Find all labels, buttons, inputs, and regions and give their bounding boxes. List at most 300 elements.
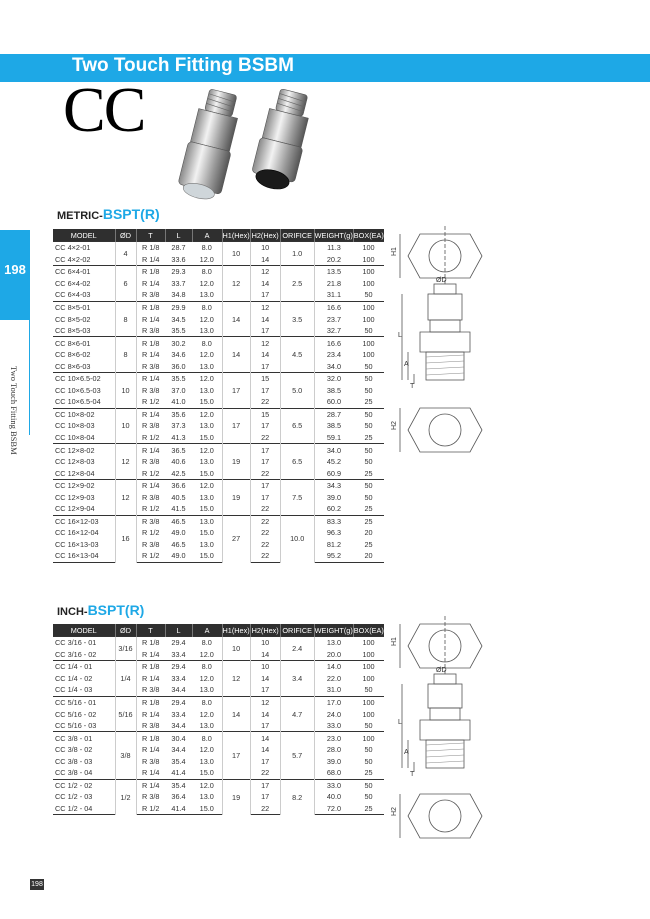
- table-cell: 17: [261, 457, 270, 467]
- table-cell: 12.0: [199, 350, 214, 360]
- table-cell: 35.4: [171, 756, 186, 766]
- table-cell: 12.0: [192, 373, 222, 385]
- table-row: [53, 313, 384, 325]
- table-cell: 28.7: [314, 408, 353, 420]
- table-cell: 5/16: [115, 696, 136, 732]
- table-cell: 27: [222, 515, 250, 562]
- table-cell: 17: [222, 732, 250, 779]
- table-cell: CC 5/16 - 01: [53, 696, 115, 708]
- table-cell: 7.5: [280, 479, 314, 515]
- table-cell: 39.0: [326, 492, 342, 502]
- table-cell: 10: [115, 408, 136, 444]
- table-cell: 8: [115, 301, 136, 337]
- table-cell: 10: [250, 661, 280, 673]
- table-cell: 13.0: [199, 685, 214, 695]
- table-cell: CC 1/2 - 04: [53, 803, 115, 815]
- table-row: [53, 684, 384, 696]
- table-cell: 22.0: [326, 673, 342, 683]
- table-cell: 22: [261, 433, 270, 443]
- table-cell: 33.4: [171, 649, 186, 659]
- table-cell: 41.3: [171, 433, 186, 443]
- inch-prefix: INCH-: [57, 606, 88, 618]
- drawing-label-l: L: [398, 332, 402, 339]
- table-cell: 34.6: [171, 350, 186, 360]
- table-cell: 25: [364, 397, 373, 407]
- table-row: [53, 649, 384, 661]
- table-cell: 33.4: [171, 673, 186, 683]
- table-cell: 100: [362, 278, 375, 288]
- table-cell: 100: [362, 673, 375, 683]
- table-cell: 22: [261, 397, 270, 407]
- table-cell: 72.0: [314, 803, 353, 815]
- table-cell: R 1/8: [136, 661, 165, 673]
- table-cell: 50: [353, 479, 384, 491]
- table-cell: 22: [261, 768, 270, 778]
- table-cell: R 3/8: [136, 515, 165, 527]
- table-cell: R 3/8: [142, 539, 160, 549]
- table-cell: 100: [362, 254, 375, 264]
- table-cell: 14: [261, 350, 270, 360]
- table-cell: CC 6×4-03: [55, 290, 91, 300]
- metric-heading: [57, 206, 160, 222]
- table-cell: CC 8×5-01: [53, 301, 115, 313]
- table-cell: R 1/4: [142, 673, 160, 683]
- table-cell: 3/16: [115, 637, 136, 661]
- table-row: [53, 767, 384, 779]
- table-cell: 14: [261, 673, 270, 683]
- table-cell: 50: [353, 779, 384, 791]
- table-cell: CC 3/16 - 01: [53, 637, 115, 649]
- table-cell: 15.0: [192, 550, 222, 562]
- table-cell: 25: [364, 539, 373, 549]
- table-cell: 13.0: [199, 756, 214, 766]
- table-cell: 16: [115, 515, 136, 562]
- table-cell: CC 10×6.5-04: [55, 397, 101, 407]
- table-cell: 40.6: [171, 457, 186, 467]
- table-row: [53, 539, 384, 551]
- table-cell: 25: [364, 768, 373, 778]
- table-cell: 20.2: [326, 254, 342, 264]
- table-cell: 50: [364, 290, 373, 300]
- table-cell: 12.0: [192, 408, 222, 420]
- table-cell: 46.5: [171, 539, 186, 549]
- table-cell: R 3/8: [142, 685, 160, 695]
- table-row: [53, 673, 384, 685]
- column-header: H1(Hex): [222, 230, 250, 240]
- table-cell: CC 3/16 - 02: [55, 649, 97, 659]
- table-cell: 49.0: [171, 528, 186, 538]
- table-cell: 41.0: [171, 397, 186, 407]
- table-cell: 42.5: [171, 468, 186, 478]
- table-cell: 10: [222, 637, 250, 661]
- table-cell: 17: [261, 421, 270, 431]
- table-row: [53, 491, 384, 503]
- table-row: [53, 696, 384, 708]
- table-cell: CC 16×12-04: [55, 528, 99, 538]
- table-cell: 50: [364, 421, 373, 431]
- table-cell: 1/2: [115, 779, 136, 815]
- table-cell: CC 8×5-03: [55, 326, 91, 336]
- table-cell: 17.0: [314, 696, 353, 708]
- table-cell: 50: [364, 457, 373, 467]
- table-cell: 50: [364, 685, 373, 695]
- metric-spec-table: [53, 229, 384, 563]
- table-row: [53, 325, 384, 337]
- table-cell: R 3/8: [142, 457, 160, 467]
- table-cell: R 1/2: [136, 550, 165, 562]
- table-row: [53, 420, 384, 432]
- column-header: BOX(EA): [353, 625, 384, 635]
- drawing-label-od: ØD: [436, 667, 447, 674]
- table-cell: 33.6: [171, 254, 186, 264]
- table-cell: CC 10×6.5-02: [53, 373, 115, 385]
- table-cell: 40.0: [326, 792, 342, 802]
- table-cell: 34.4: [171, 685, 186, 695]
- table-row: [53, 266, 384, 278]
- table-cell: 50: [364, 361, 373, 371]
- table-cell: 100: [353, 266, 384, 278]
- table-cell: R 1/4: [136, 444, 165, 456]
- table-cell: 10: [250, 242, 280, 254]
- table-cell: 33.0: [326, 721, 342, 731]
- table-cell: 100: [353, 337, 384, 349]
- column-header: A: [192, 624, 222, 637]
- table-cell: 21.8: [326, 278, 342, 288]
- table-cell: R 1/2: [142, 433, 160, 443]
- table-cell: 12: [250, 337, 280, 349]
- table-cell: 34.0: [326, 361, 342, 371]
- table-cell: 8.0: [192, 637, 222, 649]
- table-cell: CC 8×6-01: [53, 337, 115, 349]
- table-cell: 13.0: [199, 721, 214, 731]
- table-cell: 12.0: [199, 709, 214, 719]
- table-row: [53, 708, 384, 720]
- column-header: WEIGHT(g): [314, 230, 353, 240]
- table-cell: R 1/2: [142, 468, 160, 478]
- column-header: H2(Hex): [251, 230, 279, 240]
- table-cell: 34.4: [171, 721, 186, 731]
- table-cell: 11.3: [314, 242, 353, 254]
- table-cell: 6: [115, 266, 136, 302]
- table-cell: CC 16×13-04: [53, 550, 115, 562]
- table-cell: 19: [222, 444, 250, 480]
- table-cell: 13.0: [314, 637, 353, 649]
- table-cell: 100: [362, 350, 375, 360]
- table-row: [53, 337, 384, 349]
- table-cell: R 1/8: [136, 637, 165, 649]
- table-cell: 30.4: [165, 732, 192, 744]
- table-row: [53, 301, 384, 313]
- table-cell: CC 3/8 - 01: [53, 732, 115, 744]
- table-cell: 8.0: [192, 696, 222, 708]
- table-cell: R 3/8: [142, 721, 160, 731]
- column-header: L: [165, 229, 192, 242]
- table-cell: 30.2: [165, 337, 192, 349]
- table-cell: 17: [261, 326, 270, 336]
- table-row: [53, 373, 384, 385]
- table-cell: 37.3: [171, 421, 186, 431]
- table-cell: CC 1/2 - 02: [53, 779, 115, 791]
- table-cell: 68.0: [326, 768, 342, 778]
- table-cell: 6.5: [280, 444, 314, 480]
- table-cell: 8.0: [192, 301, 222, 313]
- table-row: [53, 289, 384, 301]
- table-row: [53, 779, 384, 791]
- table-cell: 34.0: [314, 444, 353, 456]
- table-cell: 17: [261, 685, 270, 695]
- table-cell: 17: [261, 290, 270, 300]
- table-cell: R 1/4: [142, 278, 160, 288]
- table-cell: R 1/8: [136, 242, 165, 254]
- table-cell: 29.4: [165, 637, 192, 649]
- table-cell: 60.9: [326, 468, 342, 478]
- table-cell: 15: [250, 373, 280, 385]
- table-cell: 12.0: [199, 254, 214, 264]
- table-cell: CC 8×5-02: [55, 314, 91, 324]
- table-cell: 1.0: [280, 242, 314, 266]
- table-row: [53, 467, 384, 479]
- table-cell: 10: [115, 373, 136, 409]
- table-cell: R 1/4: [142, 350, 160, 360]
- table-cell: 14: [222, 337, 250, 373]
- side-title: Two Touch Fitting BSBM: [9, 366, 19, 455]
- table-cell: R 3/8: [142, 361, 160, 371]
- table-cell: CC 12×8-04: [55, 468, 95, 478]
- table-cell: 16.6: [314, 337, 353, 349]
- table-cell: 17: [222, 408, 250, 444]
- table-cell: 5.7: [280, 732, 314, 779]
- table-cell: 24.0: [326, 709, 342, 719]
- table-cell: 12.0: [192, 444, 222, 456]
- table-cell: 36.5: [165, 444, 192, 456]
- table-cell: CC 12×9-02: [53, 479, 115, 491]
- table-cell: 36.0: [171, 361, 186, 371]
- page-title: Two Touch Fitting BSBM: [72, 55, 294, 76]
- table-cell: 60.0: [326, 397, 342, 407]
- table-cell: 25: [364, 504, 373, 514]
- table-cell: R 3/8: [142, 326, 160, 336]
- table-row: [53, 515, 384, 527]
- table-cell: 14: [261, 278, 270, 288]
- table-cell: 14: [261, 649, 270, 659]
- table-cell: 100: [353, 661, 384, 673]
- column-header: ØD: [115, 624, 136, 637]
- drawing-label-h1: H1: [391, 247, 398, 256]
- table-row: [53, 278, 384, 290]
- metric-standard: BSPT(R): [102, 206, 160, 222]
- table-row: [53, 527, 384, 539]
- table-cell: 35.4: [165, 779, 192, 791]
- table-cell: 13.0: [199, 539, 214, 549]
- table-cell: R 1/4: [136, 408, 165, 420]
- table-cell: 17: [261, 492, 270, 502]
- table-cell: 15.0: [199, 504, 214, 514]
- table-cell: 15.0: [199, 468, 214, 478]
- table-cell: 12.0: [192, 779, 222, 791]
- table-cell: CC 1/4 - 03: [55, 685, 93, 695]
- drawing-label-h2: H2: [391, 421, 398, 430]
- table-cell: 3/8: [115, 732, 136, 779]
- side-divider: [29, 320, 30, 435]
- table-cell: 8.2: [280, 779, 314, 815]
- table-cell: 16.6: [314, 301, 353, 313]
- table-cell: 39.0: [326, 756, 342, 766]
- metric-header-row: [53, 229, 384, 242]
- table-cell: 17: [250, 479, 280, 491]
- table-cell: 12.0: [199, 278, 214, 288]
- table-cell: R 1/4: [136, 779, 165, 791]
- table-cell: 25: [353, 803, 384, 815]
- product-code: CC: [63, 74, 145, 145]
- table-cell: 100: [362, 649, 375, 659]
- table-row: [53, 360, 384, 372]
- table-cell: CC 3/8 - 02: [55, 745, 93, 755]
- table-cell: 8.0: [192, 266, 222, 278]
- table-cell: 32.0: [314, 373, 353, 385]
- drawing-label-t: T: [410, 383, 415, 390]
- table-cell: 36.4: [171, 792, 186, 802]
- table-cell: 23.0: [314, 732, 353, 744]
- table-cell: 38.5: [326, 385, 342, 395]
- table-cell: R 1/4: [142, 768, 160, 778]
- table-cell: 40.5: [171, 492, 186, 502]
- table-cell: R 1/2: [142, 504, 160, 514]
- table-cell: 6.5: [280, 408, 314, 444]
- drawing-label-a: A: [404, 749, 409, 756]
- table-cell: 13.0: [192, 515, 222, 527]
- table-cell: 37.0: [171, 385, 186, 395]
- table-row: [53, 803, 384, 815]
- column-header: T: [136, 624, 165, 637]
- column-header: BOX(EA): [353, 230, 384, 240]
- table-cell: 29.4: [165, 661, 192, 673]
- table-cell: 19: [222, 479, 250, 515]
- table-row: [53, 349, 384, 361]
- metric-technical-drawing: [390, 222, 500, 472]
- table-cell: 10: [222, 242, 250, 266]
- table-cell: 12: [115, 444, 136, 480]
- table-cell: 100: [362, 314, 375, 324]
- table-cell: 12.0: [192, 479, 222, 491]
- table-cell: R 1/4: [136, 479, 165, 491]
- table-cell: 60.2: [326, 504, 342, 514]
- table-cell: 41.4: [165, 803, 192, 815]
- inch-heading: [57, 602, 144, 618]
- table-cell: 22: [261, 504, 270, 514]
- table-row: [53, 550, 384, 562]
- table-cell: 17: [250, 779, 280, 791]
- table-cell: 49.0: [165, 550, 192, 562]
- inch-spec-table: [53, 624, 384, 815]
- column-header: H1(Hex): [222, 625, 250, 635]
- drawing-label-t: T: [410, 771, 415, 778]
- table-cell: 100: [353, 637, 384, 649]
- table-cell: CC 10×8-04: [55, 433, 95, 443]
- table-row: [53, 432, 384, 444]
- table-cell: CC 1/4 - 02: [55, 673, 93, 683]
- table-cell: 19: [222, 779, 250, 815]
- inch-standard: BSPT(R): [87, 602, 145, 618]
- table-cell: 17: [261, 385, 270, 395]
- table-cell: 59.1: [326, 433, 342, 443]
- table-cell: 2.4: [280, 637, 314, 661]
- table-cell: 34.4: [171, 745, 186, 755]
- table-cell: 50: [364, 326, 373, 336]
- table-cell: 100: [353, 732, 384, 744]
- table-cell: 50: [364, 792, 373, 802]
- table-cell: 13.0: [199, 290, 214, 300]
- table-cell: CC 16×12-03: [53, 515, 115, 527]
- table-cell: CC 10×8-03: [55, 421, 95, 431]
- table-cell: 25: [364, 468, 373, 478]
- table-cell: CC 5/16 - 02: [55, 709, 97, 719]
- table-row: [53, 744, 384, 756]
- table-cell: 50: [364, 385, 373, 395]
- table-row: [53, 396, 384, 408]
- table-cell: 12: [250, 266, 280, 278]
- table-cell: 14.0: [314, 661, 353, 673]
- table-cell: 1/4: [115, 661, 136, 697]
- table-cell: 14: [261, 254, 270, 264]
- table-cell: 8.0: [192, 242, 222, 254]
- table-row: [53, 444, 384, 456]
- column-header: A: [192, 229, 222, 242]
- table-cell: 81.2: [326, 539, 342, 549]
- table-cell: CC 12×9-04: [55, 504, 95, 514]
- table-cell: 14: [222, 301, 250, 337]
- table-cell: 45.2: [326, 457, 342, 467]
- table-cell: 22: [261, 539, 270, 549]
- table-cell: 12.0: [199, 673, 214, 683]
- table-cell: 29.9: [165, 301, 192, 313]
- table-cell: 95.2: [314, 550, 353, 562]
- table-cell: 14: [261, 314, 270, 324]
- table-cell: R 1/4: [142, 709, 160, 719]
- table-row: [53, 661, 384, 673]
- metric-prefix: METRIC-: [57, 210, 103, 222]
- table-cell: 100: [353, 696, 384, 708]
- table-cell: CC 3/8 - 04: [55, 768, 93, 778]
- column-header: ØD: [115, 229, 136, 242]
- drawing-label-h1: H1: [391, 637, 398, 646]
- table-cell: CC 6×4-01: [53, 266, 115, 278]
- table-cell: 28.7: [165, 242, 192, 254]
- table-cell: 3.5: [280, 301, 314, 337]
- table-cell: 12: [250, 696, 280, 708]
- table-cell: 13.0: [199, 457, 214, 467]
- table-cell: 12: [250, 301, 280, 313]
- drawing-label-l: L: [398, 719, 402, 726]
- table-cell: 20: [364, 528, 373, 538]
- table-cell: CC 8×6-03: [55, 361, 91, 371]
- table-cell: 15.0: [192, 803, 222, 815]
- table-cell: 33.7: [171, 278, 186, 288]
- table-cell: R 1/8: [136, 337, 165, 349]
- inch-technical-drawing: [390, 612, 500, 852]
- table-cell: 15: [250, 408, 280, 420]
- table-cell: 38.5: [326, 421, 342, 431]
- table-cell: 3.4: [280, 661, 314, 697]
- table-cell: 17: [261, 721, 270, 731]
- table-row: [53, 456, 384, 468]
- table-cell: 8.0: [192, 337, 222, 349]
- table-cell: 13.0: [199, 361, 214, 371]
- table-cell: 8.0: [192, 661, 222, 673]
- table-cell: 28.0: [326, 745, 342, 755]
- table-cell: 12: [222, 661, 250, 697]
- table-cell: 35.6: [165, 408, 192, 420]
- table-cell: 100: [362, 709, 375, 719]
